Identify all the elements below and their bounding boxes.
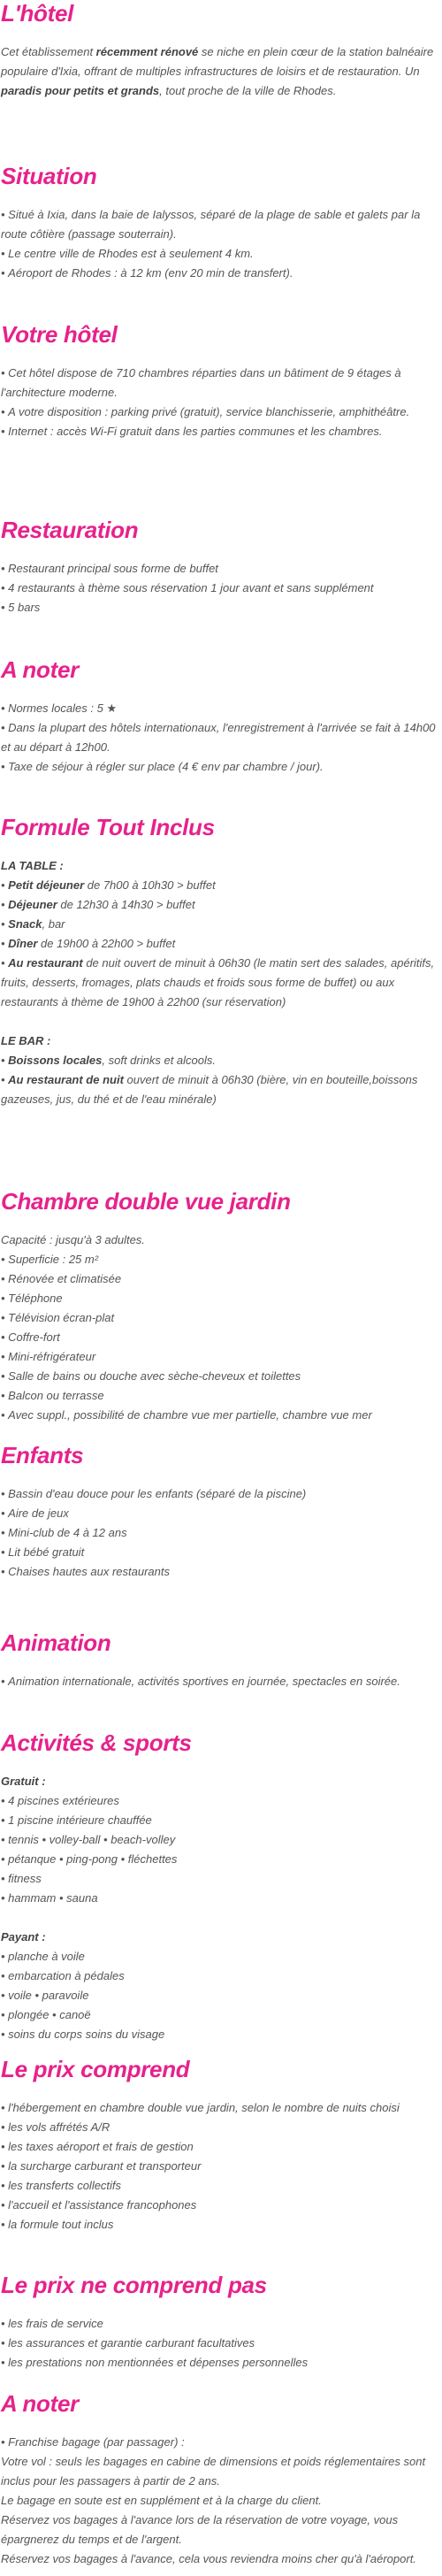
section-situation	[0, 163, 442, 283]
section-hotel	[0, 0, 442, 101]
list-item: • Franchise bagage (par passager) :	[1, 2433, 438, 2452]
list-item: • soins du corps soins du visage	[1, 2025, 438, 2044]
list-item: • les vols affrétés A/R	[1, 2118, 438, 2137]
luggage-text: Le bagage en soute est en supplément et à la charge du client.	[1, 2494, 322, 2507]
item-text: ouvert de minuit à 06h30 (bière, vin en bouteille,boissons gazeuses, jus, du thé et de l'eau minérale)	[1, 1073, 418, 1106]
restauration-list	[1, 559, 442, 617]
list-item	[1, 1051, 438, 1070]
hotel-text-1: Cet établissement	[1, 45, 96, 58]
list-item: • Avec suppl., possibilité de chambre vue mer partielle, chambre vue mer	[1, 1406, 438, 1425]
section-title-price-excludes: Le prix ne comprend pas	[1, 2272, 267, 2298]
hotel-text-recent: récemment rénové	[95, 45, 199, 58]
list-item: • l'accueil et l'assistance francophones	[1, 2196, 438, 2215]
section-title-hotel: L'hôtel	[1, 0, 74, 27]
list-item: • les transferts collectifs	[1, 2176, 438, 2196]
hotel-text-2: se niche en plein cœur de la station balnéaire populaire d'Ixia, offrant de multiples infrastructures de loisirs et de restauration. Un	[1, 45, 434, 78]
item-text: , soft drinks et alcools.	[102, 1054, 217, 1067]
list-item	[1, 954, 438, 1012]
section-luggage-note	[0, 2390, 442, 2569]
luggage-text: Réservez vos bagages à l'avance, cela vous reviendra moins cher qu'à l'aéroport.	[1, 2552, 416, 2565]
list-item: • Mini-club de 4 à 12 ans	[1, 1523, 438, 1543]
list-item: • Superficie : 25 m²	[1, 1250, 438, 1269]
your-hotel-list	[1, 364, 442, 441]
hotel-paragraph	[1, 42, 442, 101]
item-text: de 12h30 à 14h30 > buffet	[57, 898, 195, 911]
paid-label: Payant :	[1, 1930, 46, 1944]
list-item: • Cet hôtel dispose de 710 chambres réparties dans un bâtiment de 9 étages à l'architecture moderne.	[1, 364, 438, 402]
list-item: • embarcation à pédales	[1, 1966, 438, 1986]
animation-list	[1, 1672, 442, 1691]
list-item: • les taxes aéroport et frais de gestion	[1, 2137, 438, 2157]
activities-content	[1, 1772, 442, 2044]
list-item: • Chaises hautes aux restaurants	[1, 1562, 438, 1582]
item-bold: Déjeuner	[8, 898, 57, 911]
section-title-all-inclusive: Formule Tout Inclus	[1, 814, 215, 840]
section-title-situation: Situation	[1, 163, 97, 189]
item-text: de nuit ouvert de minuit à 06h30 (le matin sert des salades, apéritifs, fruits, desserts, fromages, plats chauds et froids sous forme de buffet) ou aux restaurants à thème de 19h00 à 22h00 (sur réservation)	[1, 956, 435, 1008]
list-item: • Salle de bains ou douche avec sèche-cheveux et toilettes	[1, 1367, 438, 1386]
section-title-children: Enfants	[1, 1442, 84, 1468]
list-item: • Situé à Ixia, dans la baie de Ialyssos, séparé de la plage de sable et galets par la route côtière (passage souterrain).	[1, 205, 438, 244]
list-item	[1, 915, 438, 934]
hotel-text-paradise: paradis pour petits et grands	[1, 84, 160, 97]
bar-label: LE BAR :	[1, 1034, 51, 1047]
item-text: de 19h00 à 22h00 > buffet	[37, 937, 176, 950]
list-item: • Internet : accès Wi-Fi gratuit dans les parties communes et les chambres.	[1, 422, 438, 441]
item-bold: Dîner	[8, 937, 38, 950]
section-title-your-hotel: Votre hôtel	[1, 321, 118, 348]
item-bold: Snack	[8, 917, 42, 931]
luggage-text: Votre vol : seuls les bagages en cabine de dimensions et poids réglementaires sont inclus pour les passagers à partir de 2 ans.	[1, 2455, 426, 2488]
list-item: • 4 piscines extérieures	[1, 1791, 438, 1811]
list-item: • A votre disposition : parking privé (gratuit), service blanchisserie, amphithéâtre.	[1, 402, 438, 422]
list-item: • Bassin d'eau douce pour les enfants (séparé de la piscine)	[1, 1484, 438, 1504]
list-item: • la formule tout inclus	[1, 2215, 438, 2235]
price-includes-list	[1, 2098, 442, 2235]
section-animation	[0, 1629, 442, 1691]
section-price-includes	[0, 2056, 442, 2235]
item-text: de 7h00 à 10h30 > buffet	[84, 878, 216, 892]
section-all-inclusive	[0, 814, 442, 1109]
section-title-note: A noter	[1, 656, 79, 683]
list-item: • voile • paravoile	[1, 1986, 438, 2005]
luggage-note-content	[1, 2433, 442, 2569]
list-item: • 4 restaurants à thème sous réservation 1 jour avant et sans supplément	[1, 579, 438, 598]
section-room	[0, 1188, 442, 1425]
list-item	[1, 876, 438, 895]
item-bold: Au restaurant de nuit	[8, 1073, 124, 1086]
section-title-price-includes: Le prix comprend	[1, 2056, 190, 2082]
room-list	[1, 1230, 442, 1425]
list-item: • les frais de service	[1, 2314, 438, 2334]
list-item: • Mini-réfrigérateur	[1, 1347, 438, 1367]
section-activities	[0, 1729, 442, 2044]
list-item: • hammam • sauna	[1, 1889, 438, 1908]
spacer	[1, 1012, 438, 1031]
spacer	[1, 1908, 438, 1928]
list-item: • Lit bébé gratuit	[1, 1543, 438, 1562]
section-title-luggage-note: A noter	[1, 2390, 79, 2417]
list-item: • plongée • canoë	[1, 2005, 438, 2025]
item-bold: Boissons locales	[8, 1054, 103, 1067]
list-item: • pétanque • ping-pong • fléchettes	[1, 1850, 438, 1869]
hotel-text-3: , tout proche de la ville de Rhodes.	[159, 84, 337, 97]
list-item: • Balcon ou terrasse	[1, 1386, 438, 1406]
section-price-excludes	[0, 2272, 442, 2373]
item-bold: Au restaurant	[8, 956, 83, 970]
section-title-room: Chambre double vue jardin	[1, 1188, 291, 1215]
section-restauration	[0, 517, 442, 617]
item-text: , bar	[42, 917, 65, 931]
children-list	[1, 1484, 442, 1582]
free-label: Gratuit :	[1, 1775, 46, 1788]
list-item: • Le centre ville de Rhodes est à seulement 4 km.	[1, 244, 438, 264]
list-item: • planche à voile	[1, 1947, 438, 1966]
section-note	[0, 656, 442, 777]
list-item: • Aire de jeux	[1, 1504, 438, 1523]
item-bold: Petit déjeuner	[8, 878, 85, 892]
price-excludes-list	[1, 2314, 442, 2373]
list-item	[1, 934, 438, 954]
list-item: • 1 piscine intérieure chauffée	[1, 1811, 438, 1830]
section-your-hotel	[0, 321, 442, 441]
list-item	[1, 1070, 438, 1109]
list-item: • Restaurant principal sous forme de buffet	[1, 559, 438, 579]
section-title-animation: Animation	[1, 1629, 111, 1656]
list-item: • 5 bars	[1, 598, 438, 617]
section-title-activities: Activités & sports	[1, 1729, 192, 1756]
situation-list	[1, 205, 442, 283]
luggage-text: Réservez vos bagages à l'avance lors de la réservation de votre voyage, vous épargnerez du temps et de l'argent.	[1, 2513, 399, 2546]
section-title-restauration: Restauration	[1, 517, 139, 543]
list-item: • Télévision écran-plat	[1, 1308, 438, 1328]
list-item: • Animation internationale, activités sportives en journée, spectacles en soirée.	[1, 1672, 438, 1691]
list-item: • Téléphone	[1, 1289, 438, 1308]
list-item: • Dans la plupart des hôtels internationaux, l'enregistrement à l'arrivée se fait à 14h00 et au départ à 12h00.	[1, 718, 438, 757]
table-label: LA TABLE :	[1, 859, 64, 872]
list-item: • la surcharge carburant et transporteur	[1, 2157, 438, 2176]
list-item: • Taxe de séjour à régler sur place (4 € env par chambre / jour).	[1, 757, 438, 777]
list-item: • l'hébergement en chambre double vue jardin, selon le nombre de nuits choisi	[1, 2098, 438, 2118]
list-item: • Coffre-fort	[1, 1328, 438, 1347]
list-item: • les assurances et garantie carburant facultatives	[1, 2334, 438, 2353]
list-item: • les prestations non mentionnées et dépenses personnelles	[1, 2353, 438, 2373]
list-item	[1, 895, 438, 915]
note-list	[1, 699, 442, 777]
list-item: • Normes locales : 5 ★	[1, 699, 438, 718]
list-item: • Aéroport de Rhodes : à 12 km (env 20 min de transfert).	[1, 264, 438, 283]
section-children	[0, 1442, 442, 1582]
list-item: • fitness	[1, 1869, 438, 1889]
list-item: • tennis • volley-ball • beach-volley	[1, 1830, 438, 1850]
room-capacity: Capacité : jusqu'à 3 adultes.	[1, 1233, 145, 1246]
list-item: • Rénovée et climatisée	[1, 1269, 438, 1289]
all-inclusive-content	[1, 856, 442, 1109]
